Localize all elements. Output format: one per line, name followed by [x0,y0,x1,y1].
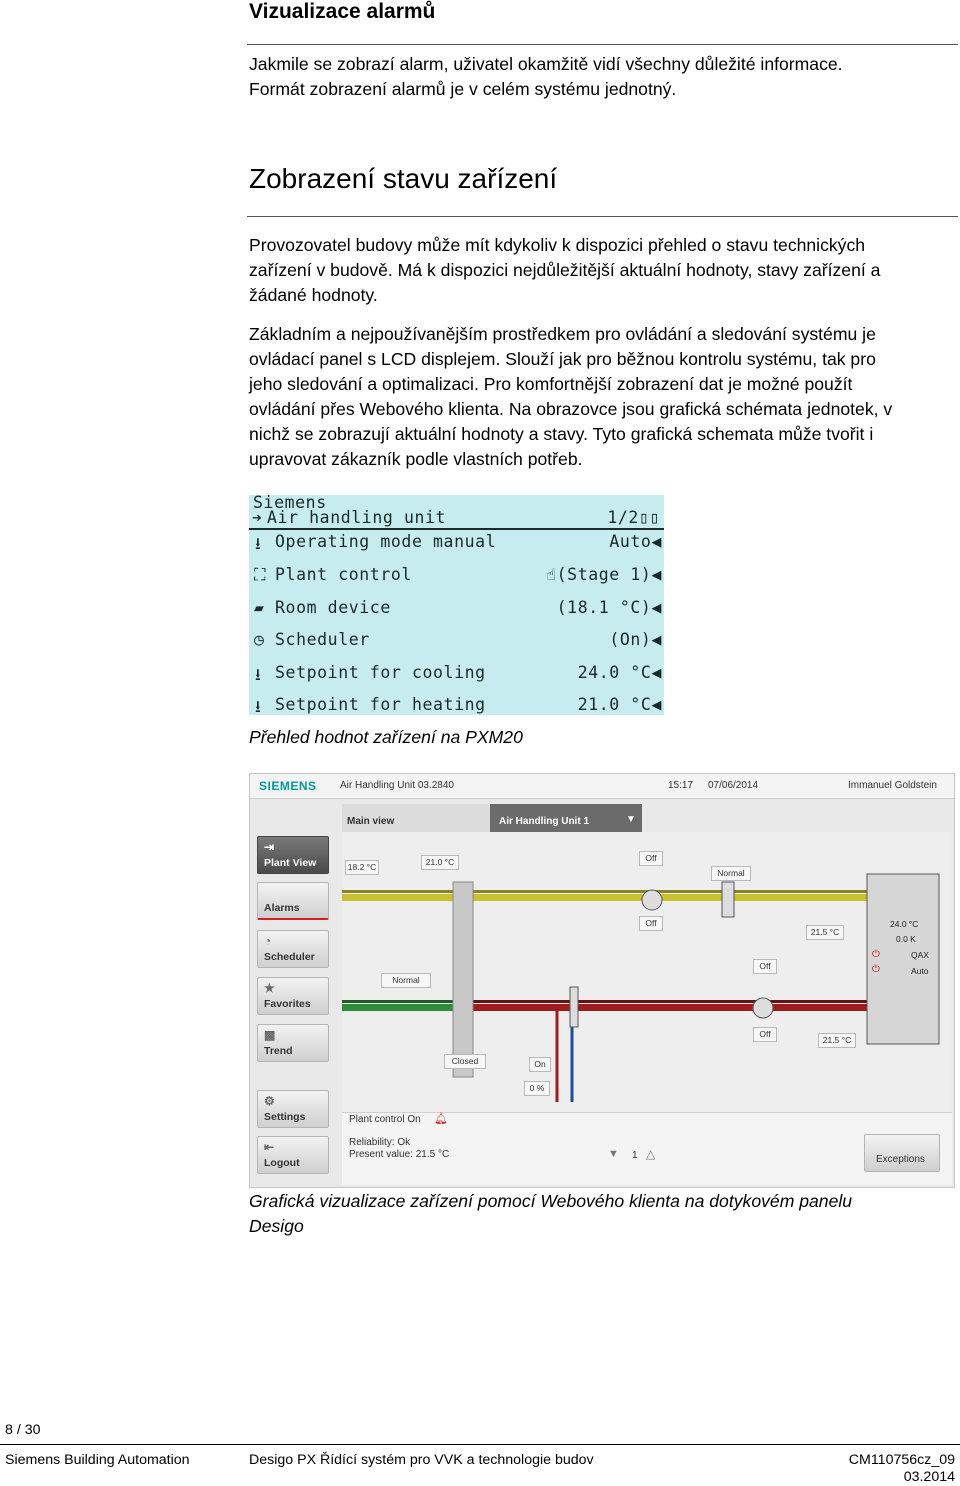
sidebar-settings[interactable] [257,1090,329,1128]
exhaust-duct-edge [342,890,867,893]
user-name[interactable]: Immanuel Goldstein [848,780,937,791]
status-para2-line6: upravovat zákazník podle vlastních potřeb. [249,449,583,469]
heat-recovery-unit [453,882,473,1077]
damper-closed: Closed [444,1054,486,1069]
tab-main-view-label: Main view [347,816,395,827]
status-reliability: Reliability: Ok [349,1137,411,1148]
supply-fan [753,998,773,1018]
page-up-icon[interactable]: △ [646,1147,656,1161]
status-present-value: Present value: 21.5 °C [349,1149,450,1160]
web-client-screenshot [249,773,955,1188]
footer-doc-date: 03.2014 [903,1469,955,1485]
room-device: QAX [911,950,929,960]
lcd-folder-icon: ▰ [254,598,265,617]
lcd-row-value[interactable]: (18.1 °C)◀ [556,598,662,617]
lcd-title: Air handling unit [267,508,447,527]
fan-bottom-state2: Off [753,1027,777,1042]
heating-coil [570,987,578,1027]
window-title: Air Handling Unit 03.2840 [340,780,454,791]
status-para2-line1: Základním a nejpoužívanějším prostředkem pro ovládání a sledování systému je [249,324,876,344]
lcd-brand: Siemens [253,495,327,512]
logout-icon: ⇤ [264,1140,275,1154]
sidebar-label: Trend [264,1045,293,1057]
page-number: 8 / 30 [5,1422,41,1438]
lcd-row-value[interactable]: Auto◀ [609,532,662,551]
heading-rule [247,44,958,45]
lcd-row-icon-down-arrow: ⭳ [255,534,262,553]
room-offset: 0.0 K [896,934,916,944]
siemens-logo: SIEMENS [259,779,317,793]
exhaust-duct [342,894,867,901]
status-para2-line4: ovládání přes Webového klienta. Na obrazovce jsou grafická schémata jednotek, v [249,399,893,419]
status-plant-control: Plant control On [349,1114,421,1125]
room-mode: Auto [911,966,929,976]
lcd-row-label: Setpoint for cooling [275,663,486,682]
supply-temp-right: 21.5 °C [818,1033,856,1048]
gear-icon: ⚙ [264,1094,275,1108]
star-icon: ★ [264,981,275,995]
footer-company: Siemens Building Automation [5,1452,190,1468]
sidebar-scheduler[interactable] [257,930,329,968]
sidebar-label: Alarms [264,902,300,914]
sidebar-label: Plant View [264,857,317,869]
exceptions-label: Exceptions [876,1154,925,1165]
section-heading-status: Zobrazení stavu zařízení [249,163,558,194]
clock-date: 07/06/2014 [708,780,759,791]
exceptions-button[interactable] [864,1134,940,1172]
sidebar-label: Scheduler [264,951,315,963]
exhaust-damper [722,882,734,917]
lcd-row-icon-down-arrow: ⭳ [255,697,262,715]
status-para1-line3: žádané hodnoty. [249,285,378,305]
sidebar-label: Logout [264,1157,300,1169]
room-setpoint: 24.0 °C [890,919,919,929]
page-number: 1 [632,1150,638,1161]
alarm-line-2: Formát zobrazení alarmů je v celém systému jednotný. [249,79,677,99]
power-icon[interactable]: ⏻ [872,964,880,975]
footer-doc-id: CM110756cz_09 [848,1452,955,1468]
lcd-row-label: Room device [275,598,391,617]
exhaust-temp-value: 21.5 °C [806,925,844,940]
sidebar-label: Settings [264,1111,306,1123]
lcd-page: 1/2▯▯ [607,508,660,527]
exhaust-fan [642,890,662,910]
lcd-title-underline [249,528,664,530]
damper-top-normal: Normal [711,866,751,881]
lcd-clock-icon: ◷ [254,630,265,649]
lcd-row-label: Plant control [275,565,412,584]
sidebar-logout[interactable] [257,1136,329,1174]
alarm-bell-icon: 🔔︎ [434,1113,448,1125]
footer-doc-title: Desigo PX Řídící systém pro VVK a technologie budov [249,1452,594,1468]
status-para1-line2: zařízení v budově. Má k dispozici nejdůležitější aktuální hodnoty, stavy zařízení a [249,260,881,280]
hand-icon: ☝ [546,565,557,584]
valve-percent: 0 % [524,1081,550,1096]
alarm-line-1: Jakmile se zobrazí alarm, uživatel okamžitě vidí všechny důležité informace. [249,54,843,74]
page-down-icon[interactable]: ▼ [608,1148,619,1160]
lcd-row-label: Scheduler [275,630,370,649]
sidebar-favorites[interactable] [257,977,329,1015]
lcd-row-value[interactable]: ☝(Stage 1)◀ [546,565,662,584]
status-para2-line2: ovládací panel s LCD displejem. Slouží jak pro běžnou kontrolu systému, tak pro [249,349,876,369]
heading-rule [247,216,958,217]
plant-view-icon: ⇥ [264,840,275,854]
fan-bottom-state: Off [753,959,777,974]
lcd-title-arrow-icon: ➔ [252,508,263,527]
plant-dropdown-label: Air Handling Unit 1 [499,816,589,827]
diagram-background [342,832,950,1112]
power-icon[interactable]: ⏻ [872,949,880,960]
valve-on: On [529,1057,551,1072]
supply-temp-value: 21.0 °C [421,855,459,870]
trend-icon: ▩ [264,1028,276,1042]
lcd-row-icon-down-arrow: ⭳ [255,665,262,684]
caption-web-line2: Desigo [249,1216,304,1236]
outside-temp-value: 18.2 °C [345,860,379,875]
lcd-row-label: Operating mode manual [275,532,497,551]
lcd-row-value[interactable]: 21.0 °C◀ [577,695,662,714]
lcd-plant-icon: ⛶ [254,565,267,584]
lcd-row-value[interactable]: (On)◀ [609,630,662,649]
fan-top-state2: Off [639,916,663,931]
status-para2-line3: jeho sledování a optimalizaci. Pro komfortnější zobrazení dat je možné použít [249,374,853,394]
fan-top-state: Off [639,851,663,866]
footer-rule [0,1444,960,1445]
clock-time: 15:17 [668,780,694,791]
damper-left-normal: Normal [381,973,431,988]
chevron-down-icon: ▼ [626,814,636,825]
sidebar-label: Favorites [264,998,311,1010]
status-para2-line5: nichž se zobrazují aktuální hodnoty a stavy. Tyto grafická schemata může tvořit i [249,424,874,444]
lcd-display [249,495,664,715]
sidebar-plant-view[interactable] [257,836,329,874]
lcd-row-value[interactable]: 24.0 °C◀ [577,663,662,682]
sidebar-trend[interactable] [257,1024,329,1062]
scheduler-icon: ◔ [264,934,272,948]
plant-diagram [342,832,950,1112]
page-scroll-icon: ▯▯ [638,508,660,527]
status-para1-line1: Provozovatel budovy může mít kdykoliv k dispozici přehled o stavu technických [249,235,866,255]
lcd-row-label: Setpoint for heating [275,695,486,714]
sidebar-alarms[interactable] [257,882,329,920]
caption-lcd: Přehled hodnot zařízení na PXM20 [249,727,523,747]
section-heading-alarms: Vizualizace alarmů [249,0,436,23]
caption-web-line1: Grafická vizualizace zařízení pomocí Webového klienta na dotykovém panelu [249,1191,853,1211]
